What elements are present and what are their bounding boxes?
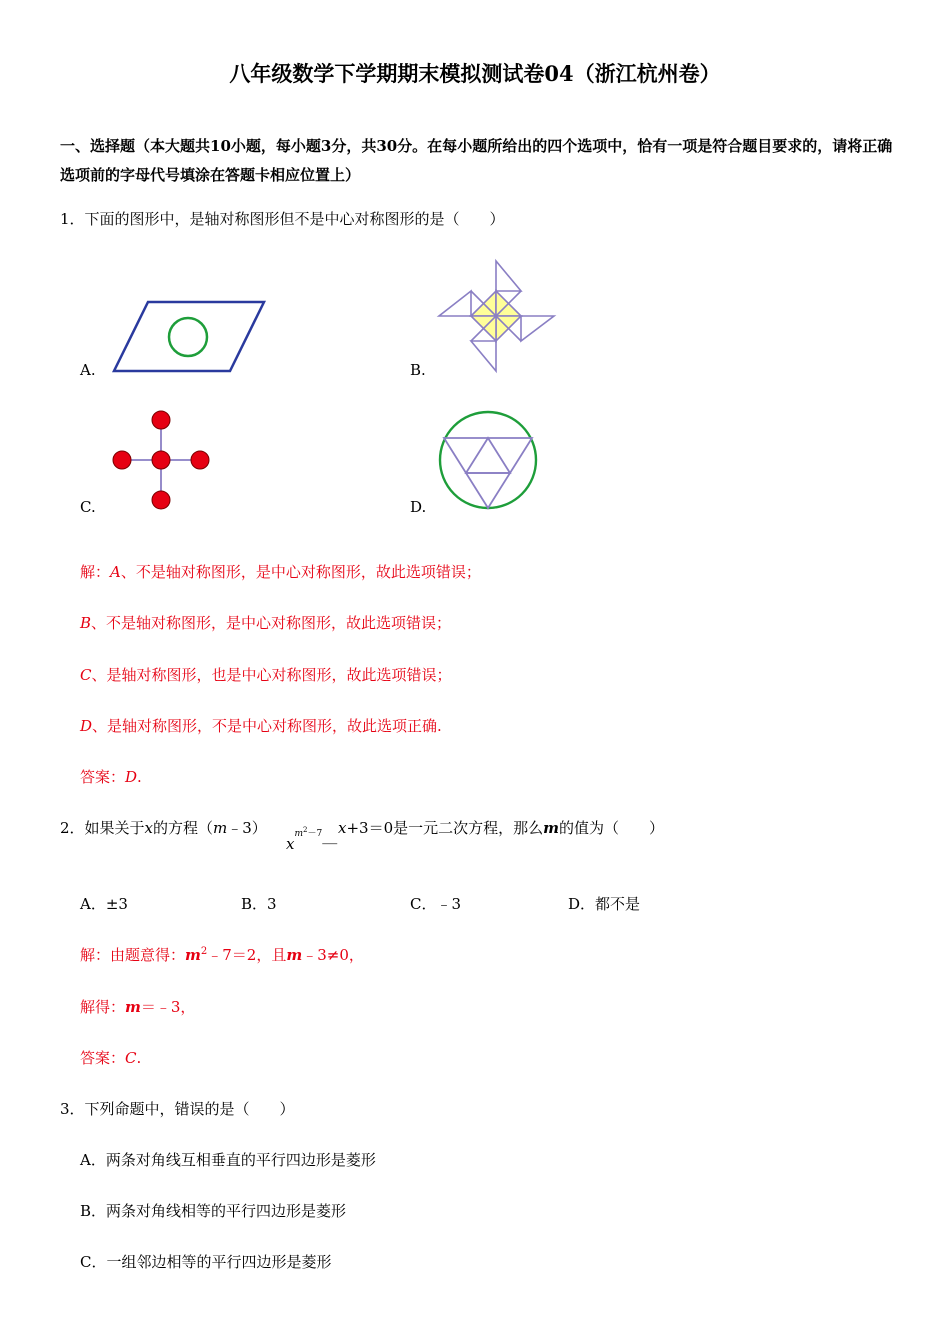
figure-c-cross-dots <box>108 406 216 514</box>
q1-solution-line-2: B、不是轴对称图形，是中心对称图形，故此选项错误； <box>80 614 452 632</box>
figure-b-pinwheel <box>436 258 558 374</box>
q2-option-d: D．都不是 <box>568 895 641 913</box>
q1-option-a: A. <box>80 361 96 379</box>
figure-c-dot-top <box>152 411 170 429</box>
figure-c-dot-center <box>152 451 170 469</box>
q1-solution-line-3: C、是轴对称图形，也是中心对称图形，故此选项错误； <box>80 666 452 684</box>
figure-a-parallelogram-circle <box>110 298 270 376</box>
q2-solution-line-1: 解：由题意得：$m^2﹣7=2$，且m﹣3≠0， <box>80 946 364 964</box>
q3-option-c: C．一组邻边相等的平行四边形是菱形 <box>80 1253 332 1271</box>
figure-a-parallelogram <box>114 302 264 371</box>
q2-stem-tail: x+3＝0是一元二次方程，那么m的值为（ ） <box>338 819 665 837</box>
q2-option-a: A．±3 <box>80 895 128 913</box>
q2-option-b: B．3 <box>241 895 277 913</box>
q1-solution-line-1: 解：A、不是轴对称图形，是中心对称图形，故此选项错误； <box>80 563 481 581</box>
q3-stem: 3．下列命题中，错误的是（ ） <box>60 1100 295 1118</box>
q2-solution-line-2: 解得：m＝﹣3， <box>80 998 196 1016</box>
q2-answer: 答案：C. <box>80 1049 142 1067</box>
q1-option-c: C. <box>80 498 96 516</box>
figure-c-dot-bottom <box>152 491 170 509</box>
q1-solution-line-4: D、是轴对称图形，不是中心对称图形，故此选项正确. <box>80 717 442 735</box>
q1-stem: 1．下面的图形中，是轴对称图形但不是中心对称图形的是（ ） <box>60 210 505 228</box>
figure-d-circle <box>440 412 536 508</box>
figure-c-dot-right <box>191 451 209 469</box>
q1-option-b: B. <box>410 361 426 379</box>
figure-c-dot-left <box>113 451 131 469</box>
figure-a-circle <box>169 318 207 356</box>
page-title: 八年级数学下学期期末模拟测试卷04（浙江杭州卷） <box>229 61 721 86</box>
q2-option-c: C．﹣3 <box>410 895 462 913</box>
q3-option-b: B．两条对角线相等的平行四边形是菱形 <box>80 1202 347 1220</box>
figure-d-circle-triangle <box>436 408 540 512</box>
q1-option-d: D. <box>410 498 427 516</box>
q2-stem: 2．如果关于x的方程（m﹣3） <box>60 819 267 837</box>
q2-power-expression: $xm^2-7\_$ <box>286 826 338 853</box>
q1-answer: 答案：D. <box>80 768 142 786</box>
section-heading: 一、选择题（本大题共10小题，每小题3分，共30分。在每小题所给出的四个选项中，恰有一项是符合题目要求的，请将正确选项前的字母代号填涂在答题卡相应位置上） <box>60 137 893 184</box>
q3-option-a: A．两条对角线互相垂直的平行四边形是菱形 <box>80 1151 376 1169</box>
